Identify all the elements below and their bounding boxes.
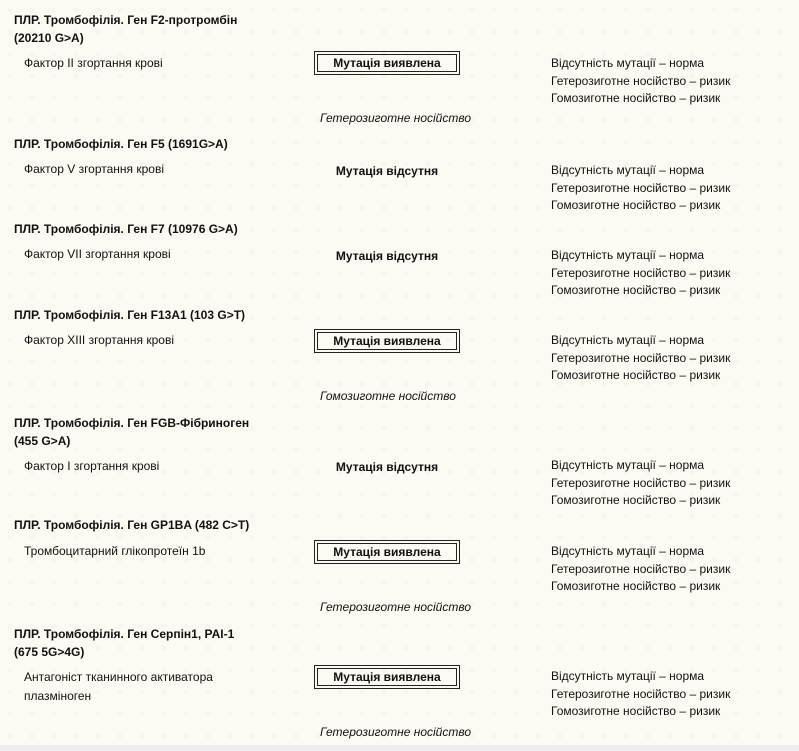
reference-values bbox=[551, 543, 791, 596]
factor-name-line: Фактор II згортання крові bbox=[24, 56, 163, 70]
reference-line: Відсутність мутації – норма bbox=[551, 248, 705, 262]
factor-name-line: Фактор VII згортання крові bbox=[24, 247, 171, 261]
carrier-note: Гетерозиготне носійство bbox=[320, 725, 472, 739]
reference-line: Гомозиготне носійство – ризик bbox=[551, 579, 721, 593]
factor-name-line: Антагоніст тканинного активатора bbox=[24, 670, 213, 684]
reference-line: Гомозиготне носійство – ризик bbox=[551, 283, 721, 297]
reference-values bbox=[551, 668, 791, 721]
result-badge: Мутація виявлена bbox=[314, 665, 460, 689]
factor-name bbox=[24, 245, 264, 264]
factor-name-line: Фактор V згортання крові bbox=[24, 162, 165, 176]
factor-name bbox=[24, 331, 264, 350]
reference-values bbox=[551, 162, 791, 215]
carrier-note: Гетерозиготне носійство bbox=[320, 111, 472, 125]
test-title-line: ПЛР. Тромбофілія. Ген F7 (10976 G>A) bbox=[14, 222, 238, 236]
factor-name bbox=[24, 160, 264, 179]
result-badge: Мутація виявлена bbox=[314, 540, 460, 564]
reference-line: Гомозиготне носійство – ризик bbox=[551, 704, 721, 718]
reference-line: Відсутність мутації – норма bbox=[551, 669, 705, 683]
factor-name bbox=[24, 542, 264, 561]
test-title bbox=[14, 135, 294, 153]
reference-values bbox=[551, 55, 791, 108]
reference-line: Гетерозиготне носійство – ризик bbox=[551, 180, 731, 195]
result-text: Мутація відсутня bbox=[335, 460, 439, 474]
reference-line: Гетерозиготне носійство – ризик bbox=[551, 686, 731, 701]
reference-values bbox=[551, 457, 791, 510]
test-title-line: ПЛР. Тромбофілія. Ген Серпін1, PAI-1 bbox=[14, 627, 235, 641]
reference-line: Гетерозиготне носійство – ризик bbox=[551, 73, 731, 88]
test-title-line: (675 5G>4G) bbox=[14, 645, 85, 659]
reference-line: Гетерозиготне носійство – ризик bbox=[551, 265, 731, 280]
carrier-note: Гетерозиготне носійство bbox=[320, 600, 472, 614]
test-title-line: (20210 G>A) bbox=[14, 31, 84, 45]
reference-line: Гетерозиготне носійство – ризик bbox=[551, 475, 731, 490]
reference-line: Відсутність мутації – норма bbox=[551, 163, 705, 177]
factor-name-line: Фактор I згортання крові bbox=[24, 459, 160, 473]
bottom-divider bbox=[0, 745, 799, 751]
reference-line: Гомозиготне носійство – ризик bbox=[551, 91, 721, 105]
carrier-note: Гомозиготне носійство bbox=[320, 389, 456, 403]
test-title-line: ПЛР. Тромбофілія. Ген FGB-Фібриноген bbox=[14, 416, 250, 430]
reference-values bbox=[551, 247, 791, 300]
test-title-line: ПЛР. Тромбофілія. Ген F2-протромбін bbox=[14, 13, 238, 27]
test-title bbox=[14, 11, 294, 47]
reference-line: Гетерозиготне носійство – ризик bbox=[551, 561, 731, 576]
result-badge: Мутація виявлена bbox=[314, 329, 460, 353]
test-title bbox=[14, 414, 294, 450]
reference-line: Відсутність мутації – норма bbox=[551, 56, 705, 70]
factor-name bbox=[24, 457, 264, 476]
reference-line: Гомозиготне носійство – ризик bbox=[551, 493, 721, 507]
factor-name-line: Тромбоцитарний глікопротеїн 1b bbox=[24, 544, 206, 558]
factor-name bbox=[24, 668, 264, 706]
reference-line: Гетерозиготне носійство – ризик bbox=[551, 350, 731, 365]
test-title bbox=[14, 220, 294, 238]
reference-line: Відсутність мутації – норма bbox=[551, 544, 705, 558]
reference-line: Відсутність мутації – норма bbox=[551, 458, 705, 472]
factor-name-line: Фактор XIII згортання крові bbox=[24, 333, 175, 347]
test-title bbox=[14, 516, 294, 534]
result-badge: Мутація виявлена bbox=[314, 51, 460, 75]
factor-name-line: плазміноген bbox=[24, 689, 92, 703]
factor-name bbox=[24, 54, 264, 73]
result-text: Мутація відсутня bbox=[335, 164, 439, 178]
reference-line: Гомозиготне носійство – ризик bbox=[551, 368, 721, 382]
reference-line: Гомозиготне носійство – ризик bbox=[551, 198, 721, 212]
test-title-line: ПЛР. Тромбофілія. Ген F5 (1691G>A) bbox=[14, 137, 228, 151]
test-title bbox=[14, 625, 294, 661]
test-title-line: (455 G>A) bbox=[14, 434, 71, 448]
reference-line: Відсутність мутації – норма bbox=[551, 333, 705, 347]
test-title-line: ПЛР. Тромбофілія. Ген GP1BA (482 C>T) bbox=[14, 518, 250, 532]
result-text: Мутація відсутня bbox=[335, 249, 439, 263]
reference-values bbox=[551, 332, 791, 385]
test-title bbox=[14, 306, 294, 324]
test-title-line: ПЛР. Тромбофілія. Ген F13A1 (103 G>T) bbox=[14, 308, 246, 322]
